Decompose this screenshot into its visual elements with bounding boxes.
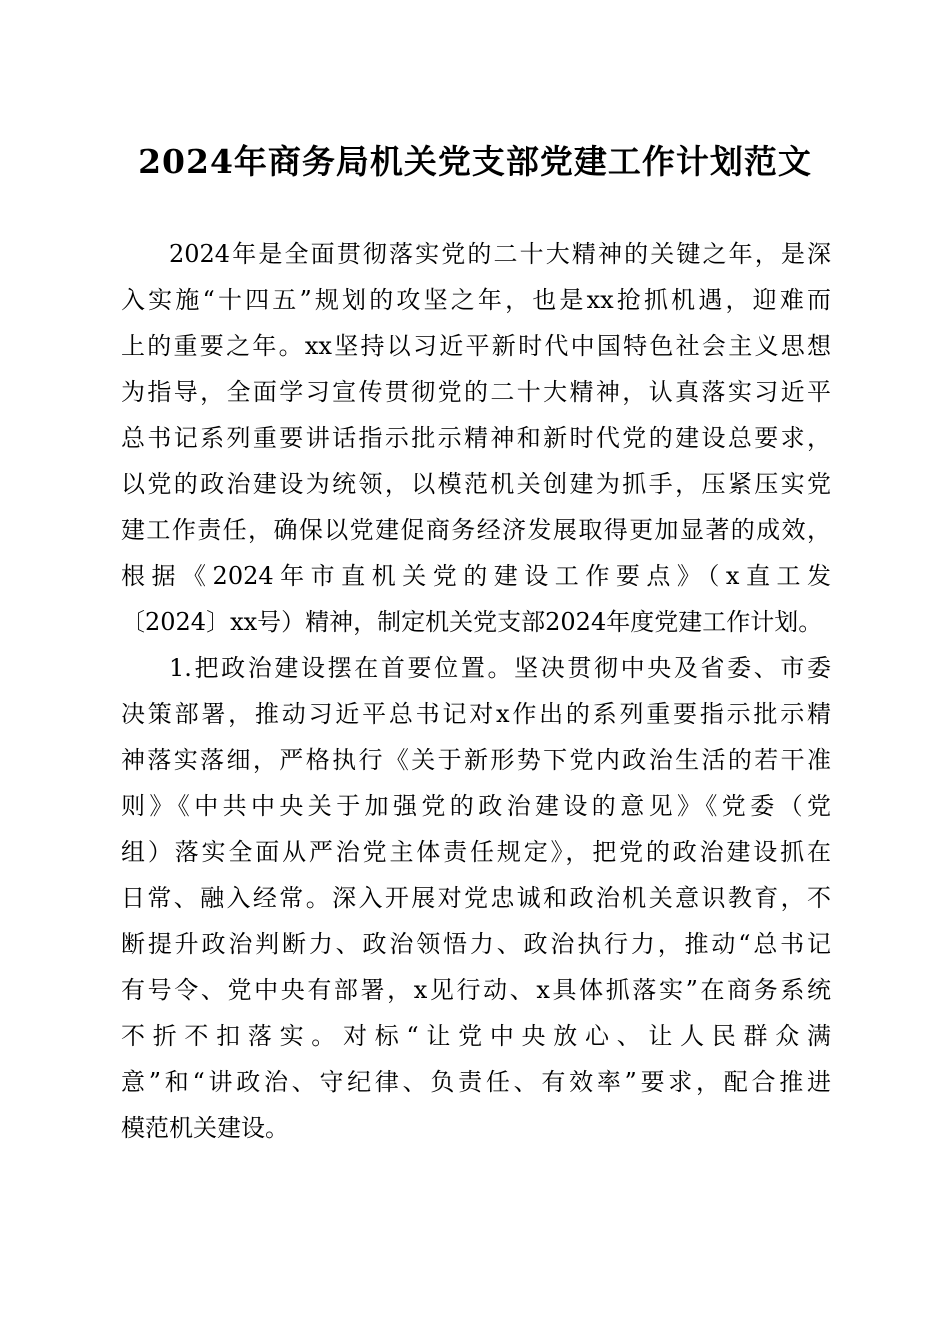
text-line: 入实施“十四五”规划的攻坚之年，也是xx抢抓机遇，迎难而 (121, 286, 831, 314)
text-line: 以党的政治建设为统领，以模范机关创建为抓手，压紧压实党 (121, 470, 831, 498)
paragraph-item-1 (121, 648, 831, 1154)
text-line: 1.把政治建设摆在首要位置。坚决贯彻中央及省委、市委 (169, 654, 831, 682)
text-line: 意”和“讲政治、守纪律、负责任、有效率”要求，配合推进 (121, 1068, 831, 1096)
text-line: 2024年是全面贯彻落实党的二十大精神的关键之年，是深 (169, 240, 831, 268)
document-title: 2024年商务局机关党支部党建工作计划范文 (138, 142, 812, 181)
text-line: 组）落实全面从严治党主体责任规定》，把党的政治建设抓在 (121, 838, 831, 866)
text-line: 总书记系列重要讲话指示批示精神和新时代党的建设总要求， (121, 424, 831, 452)
paragraph-intro (121, 234, 831, 648)
document-body (121, 234, 831, 1154)
text-line: 日常、融入经常。深入开展对党忠诚和政治机关意识教育，不 (121, 884, 831, 912)
text-line: 决策部署，推动习近平总书记对x作出的系列重要指示批示精 (121, 700, 831, 728)
text-line: 神落实落细，严格执行《关于新形势下党内政治生活的若干准 (121, 746, 831, 774)
text-line: 模范机关建设。 (121, 1114, 289, 1142)
text-line: 为指导，全面学习宣传贯彻党的二十大精神，认真落实习近平 (121, 378, 831, 406)
text-line: 〔2024〕xx号）精神，制定机关党支部2024年度党建工作计划。 (121, 608, 823, 636)
text-line: 上的重要之年。xx坚持以习近平新时代中国特色社会主义思想 (121, 332, 831, 360)
text-line: 建工作责任，确保以党建促商务经济发展取得更加显著的成效， (121, 516, 831, 544)
text-line: 不折不扣落实。对标“让党中央放心、让人民群众满 (121, 1022, 831, 1050)
text-line: 有号令、党中央有部署，x见行动、x具体抓落实”在商务系统 (121, 976, 831, 1004)
text-line: 根据《2024年市直机关党的建设工作要点》（x直工发 (121, 562, 831, 590)
text-line: 则》《中共中央关于加强党的政治建设的意见》《党委（党 (121, 792, 831, 820)
text-line: 断提升政治判断力、政治领悟力、政治执行力，推动“总书记 (121, 930, 831, 958)
